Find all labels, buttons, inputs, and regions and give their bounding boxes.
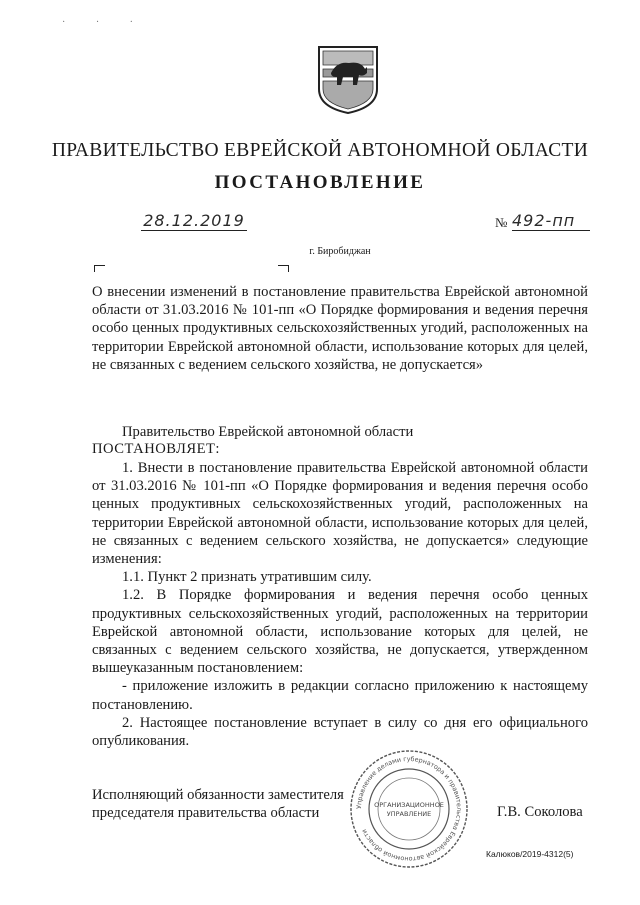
- document-type-heading: ПОСТАНОВЛЕНИЕ: [214, 172, 426, 193]
- svg-text:ОРГАНИЗАЦИОННОЕ: ОРГАНИЗАЦИОННОЕ: [374, 801, 444, 809]
- government-heading: ПРАВИТЕЛЬСТВО ЕВРЕЙСКОЙ АВТОНОМНОЙ ОБЛАСТИ: [51, 140, 589, 161]
- preamble-subject: Правительство Еврейской автономной области: [122, 424, 414, 440]
- svg-text:УПРАВЛЕНИЕ: УПРАВЛЕНИЕ: [386, 810, 432, 818]
- signatory-name: Г.В. Соколова: [497, 804, 583, 820]
- paragraph-1-1: 1.1. Пункт 2 признать утратившим силу.: [122, 569, 372, 586]
- signatory-position-line1: Исполняющий обязанности заместителя: [92, 787, 344, 803]
- coat-of-arms-emblem: [317, 43, 379, 115]
- scan-speckles: · · ·: [62, 17, 147, 28]
- title-bracket-left: [94, 265, 105, 272]
- preamble-verb: ПОСТАНОВЛЯЕТ:: [92, 441, 220, 457]
- signatory-position: [92, 786, 344, 822]
- number-label: №: [495, 215, 508, 230]
- decree-number: 492-пп: [512, 212, 590, 231]
- city-label: г. Биробиджан: [309, 246, 371, 257]
- official-stamp: [346, 746, 472, 872]
- paragraph-2: 2. Настоящее постановление вступает в силу со дня его официального опубликования.: [92, 714, 588, 750]
- svg-text:Управление делами губернатора: Управление делами губернатора и правительства Еврейской автономной области: [354, 754, 464, 864]
- paragraph-1-2: 1.2. В Порядке формирования и ведения перечня особо ценных продуктивных сельскохозяйственных угодий, расположенных на территории Еврейской автономной области, использование которых для целей, не связанных с ведением сельского хозяйства, не допускается, утвержденном вышеуказанным постановлением:: [92, 587, 588, 677]
- document-reference: Калюков/2019-4312(5): [486, 849, 574, 859]
- paragraph-dash: - приложение изложить в редакции согласно приложению к настоящему постановлению.: [92, 678, 588, 713]
- decree-body: [92, 459, 588, 750]
- signatory-position-line2: председателя правительства области: [92, 805, 320, 822]
- decree-title: О внесении изменений в постановление правительства Еврейской автономной области от 31.03.2016 № 101-пп «О Порядке формирования и ведения перечня особо ценных продуктивных сельскохозяйственных угодий, расположенных на территории Еврейской автономной области, использование которых для целей, не связанных с ведением сельского хозяйства, не допускается»: [92, 284, 588, 373]
- title-bracket-right: [278, 265, 289, 272]
- paragraph-1: 1. Внести в постановление правительства Еврейской автономной области от 31.03.2016 № 101-пп «О Порядке формирования и ведения перечня особо ценных продуктивных сельскохозяйственных угодий, расположенных на территории Еврейской автономной области, использование которых для целей, не связанных с ведением сельского хозяйства, не допускается» следующие изменения:: [92, 460, 588, 568]
- decree-date: 28.12.2019: [141, 212, 247, 231]
